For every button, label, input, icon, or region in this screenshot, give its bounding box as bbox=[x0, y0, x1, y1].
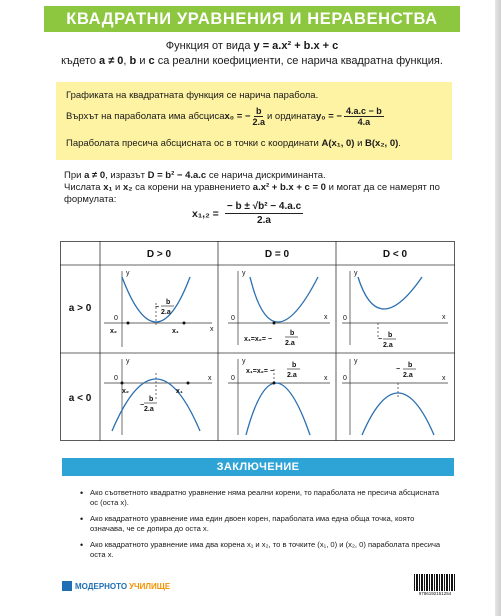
origin-label: 0 bbox=[343, 375, 347, 382]
frac-b: b bbox=[149, 396, 154, 403]
graph-d-neg-a-pos bbox=[342, 270, 448, 349]
double-root-label: x₁=x₂= − bbox=[244, 336, 272, 343]
root-point bbox=[187, 382, 190, 385]
disc-text: се нарича дискриминанта. bbox=[206, 170, 326, 181]
roots-formula bbox=[192, 200, 305, 227]
frac-b: b bbox=[166, 299, 171, 306]
intro-text-part: , bbox=[123, 55, 130, 67]
disc-text: и bbox=[112, 182, 123, 193]
logo-text-1: МОДЕРНОТО bbox=[75, 581, 128, 591]
vertex-formula bbox=[66, 106, 386, 127]
disc-text: са корени на уравнението bbox=[132, 182, 253, 193]
vertex-box bbox=[56, 82, 452, 160]
quadratic-equation: a.x² + b.x + c = 0 bbox=[252, 182, 326, 193]
roots-numerator: − b ± √b² − 4.a.c bbox=[226, 201, 302, 212]
discriminant-formula: D = b² − 4.a.c bbox=[147, 170, 207, 181]
poster-edge bbox=[495, 0, 501, 616]
vertex-text: Върхът на параболата има абсциса bbox=[66, 111, 225, 122]
minus-sign: − bbox=[140, 402, 145, 409]
page-title: КВАДРАТНИ УРАВНЕНИЯ И НЕРАВЕНСТВА bbox=[66, 9, 438, 28]
quadratic-function: y = a.x² + b.x + c bbox=[253, 40, 339, 52]
fraction-numerator: 4.a.c − b bbox=[345, 106, 382, 116]
frac-2a: 2.a bbox=[403, 372, 413, 379]
axis-label-y: y bbox=[354, 270, 358, 277]
barcode-number: 9786192151254 bbox=[414, 591, 456, 596]
axis-label-x: x bbox=[324, 314, 328, 321]
vertex-x-fraction bbox=[252, 106, 265, 127]
disc-text: x₁ bbox=[103, 182, 113, 193]
parabola-table bbox=[60, 241, 455, 441]
logo-icon bbox=[62, 581, 72, 591]
disc-text: Числата bbox=[64, 182, 104, 193]
row-a-negative: a < 0 bbox=[68, 393, 92, 404]
point-a: A(x₁, 0) bbox=[321, 138, 355, 149]
root-point bbox=[121, 382, 124, 385]
fraction-numerator: b bbox=[255, 106, 262, 116]
intersection-text-part: . bbox=[398, 138, 401, 149]
footer bbox=[58, 574, 458, 596]
axis-label-x: x bbox=[208, 375, 212, 382]
intro-text-part: c bbox=[148, 55, 155, 67]
fraction-denominator: 4.a bbox=[357, 117, 371, 127]
parabola-curve bbox=[246, 383, 310, 435]
vertex-y-fraction bbox=[344, 106, 384, 127]
title-banner bbox=[44, 6, 460, 32]
intro-text-part: са реални коефициенти, се нарича квадратна функция. bbox=[154, 55, 443, 67]
intro-text bbox=[44, 39, 460, 69]
disc-line-3: формулата: bbox=[64, 194, 117, 205]
vertex-text: и ордината bbox=[266, 111, 316, 122]
intro-line-2 bbox=[44, 54, 460, 69]
root-x1: x₁ bbox=[172, 328, 179, 335]
conclusion-bullet-2: • Ако квадратното уравнение има един двоен корен, параболата има една обща точка, която означава, че се допира до оста x. bbox=[90, 514, 446, 534]
axis-label-x: x bbox=[442, 375, 446, 382]
header-d-positive: D > 0 bbox=[146, 249, 172, 260]
frac-b: b bbox=[292, 362, 297, 369]
parabola-definition: Графиката на квадратната функция се нарича парабола. bbox=[66, 90, 319, 101]
frac-b: b bbox=[408, 362, 413, 369]
frac-2a: 2.a bbox=[161, 309, 171, 316]
minus-sign: − bbox=[155, 304, 160, 311]
root-x1: x₁ bbox=[176, 388, 183, 395]
intro-line-1 bbox=[44, 39, 460, 54]
graph-d-neg-a-neg bbox=[342, 358, 448, 435]
intro-text-part: и bbox=[136, 55, 149, 67]
conclusion-header bbox=[62, 458, 454, 476]
axis-label-y: y bbox=[126, 358, 130, 365]
disc-text: При bbox=[64, 170, 85, 181]
double-root-label: x₁=x₂= − bbox=[246, 368, 274, 375]
header-d-negative: D < 0 bbox=[382, 249, 408, 260]
minus-sign: − bbox=[396, 366, 401, 373]
frac-2a: 2.a bbox=[383, 342, 393, 349]
origin-label: 0 bbox=[343, 315, 347, 322]
parabola-curve bbox=[362, 393, 434, 435]
root-x2: x₂ bbox=[110, 328, 118, 335]
frac-b: b bbox=[290, 330, 295, 337]
publisher-logo bbox=[62, 580, 170, 592]
graph-d-pos-a-neg bbox=[104, 358, 212, 435]
vertex-y-label: y₀ = − bbox=[315, 111, 342, 122]
disc-text: , изразът bbox=[105, 170, 148, 181]
conclusion-box bbox=[62, 476, 454, 568]
point-b: B(x₂, 0) bbox=[365, 138, 399, 149]
root-point bbox=[127, 322, 130, 325]
barcode bbox=[414, 574, 456, 594]
touch-point bbox=[273, 322, 276, 325]
frac-b: b bbox=[388, 332, 393, 339]
intersection-text-part: и bbox=[354, 138, 366, 149]
disc-line-2 bbox=[64, 182, 454, 194]
intro-text-part: Функция от вида bbox=[165, 40, 254, 52]
axis-label-y: y bbox=[126, 270, 130, 277]
intro-text-part: a ≠ 0 bbox=[99, 55, 124, 67]
conclusion-title: ЗАКЛЮЧЕНИЕ bbox=[216, 461, 300, 473]
frac-2a: 2.a bbox=[287, 372, 297, 379]
frac-2a: 2.a bbox=[144, 406, 154, 413]
conclusion-bullet-3: • Ако квадратното уравнение има два корена x₁ и x₂, то в точките (x₁, 0) и (x₂, 0) параболата пресича оста x. bbox=[90, 540, 446, 560]
fraction-denominator: 2.a bbox=[252, 117, 265, 127]
intersection-text bbox=[66, 138, 401, 149]
origin-label: 0 bbox=[231, 315, 235, 322]
graph-d-pos-a-pos bbox=[104, 270, 214, 347]
axis-label-x: x bbox=[324, 375, 328, 382]
disc-text: и могат да се намерят по bbox=[325, 182, 440, 193]
conclusion-bullet-1: • Ако съответното квадратно уравнение няма реални корени, то параболата не пресича абсцисната ос (оста x). bbox=[90, 488, 446, 508]
axis-label-x: x bbox=[210, 326, 214, 333]
frac-2a: 2.a bbox=[285, 340, 295, 347]
axis-label-y: y bbox=[354, 358, 358, 365]
parabola-curve bbox=[358, 277, 422, 309]
origin-label: 0 bbox=[231, 375, 235, 382]
touch-point bbox=[273, 382, 276, 385]
origin-label: 0 bbox=[114, 315, 118, 322]
root-x2: x₂ bbox=[122, 388, 130, 395]
logo-text-2: УЧИЛИЩЕ bbox=[129, 581, 171, 591]
header-d-zero: D = 0 bbox=[264, 249, 290, 260]
axis-label-x: x bbox=[442, 314, 446, 321]
row-a-positive: a > 0 bbox=[68, 303, 92, 314]
disc-text: a ≠ 0 bbox=[84, 170, 106, 181]
roots-lhs: x₁,₂ = bbox=[192, 207, 219, 220]
root-point bbox=[183, 322, 186, 325]
roots-denominator: 2.a bbox=[257, 215, 271, 226]
disc-text: x₂ bbox=[123, 182, 133, 193]
origin-label: 0 bbox=[114, 375, 118, 382]
axis-label-y: y bbox=[242, 358, 246, 365]
graph-d-zero-a-neg bbox=[228, 358, 330, 435]
parabola-curve bbox=[250, 277, 318, 322]
intersection-text-part: Параболата пресича абсцисната ос в точки с координати bbox=[66, 138, 322, 149]
intro-text-part: b bbox=[129, 55, 137, 67]
disc-line-1 bbox=[64, 170, 454, 182]
roots-fraction bbox=[225, 200, 303, 227]
axis-label-y: y bbox=[242, 270, 246, 277]
minus-sign: − bbox=[378, 336, 383, 343]
vertex-x-label: x₀ = − bbox=[224, 111, 251, 122]
graph-d-zero-a-pos bbox=[228, 270, 330, 347]
intro-text-part: където bbox=[61, 55, 100, 67]
